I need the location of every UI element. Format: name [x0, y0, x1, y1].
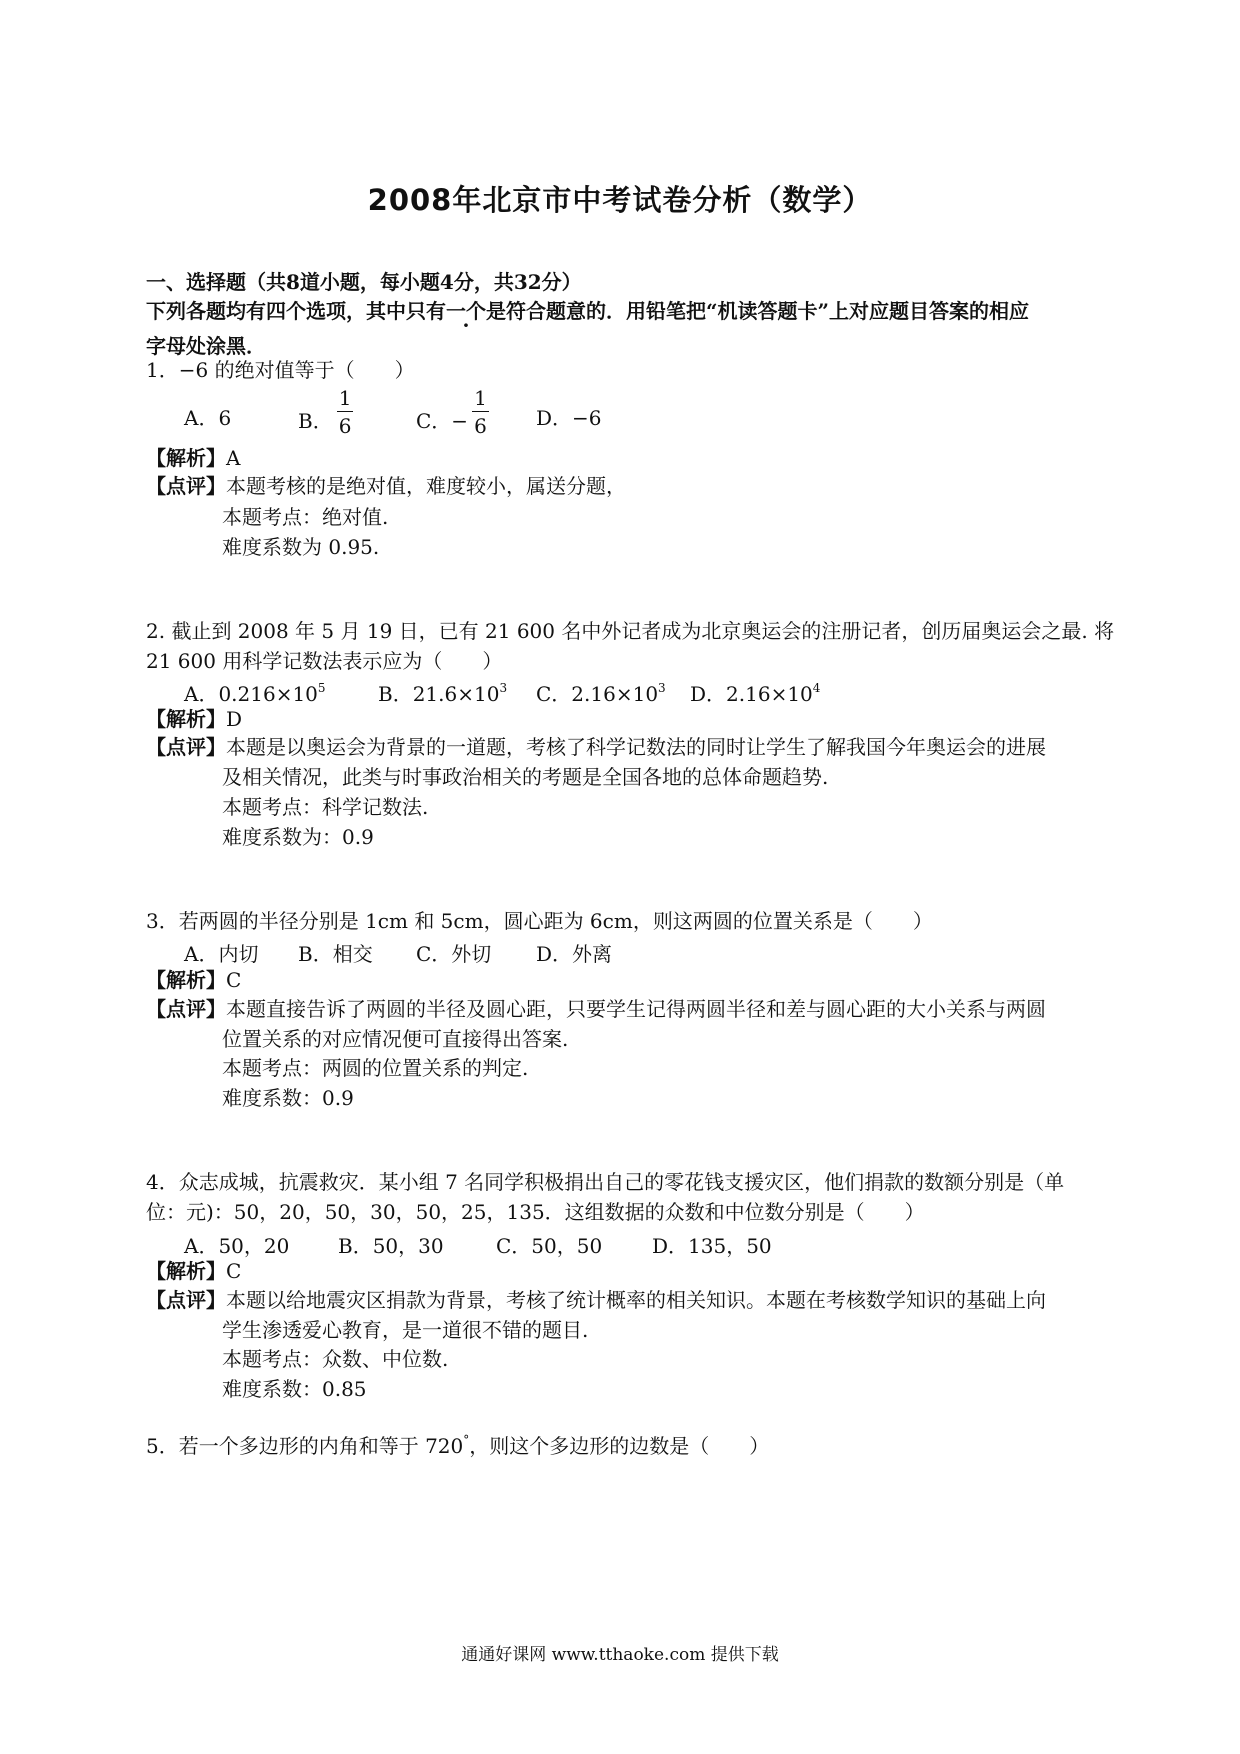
q1-stem: 1．−6 的绝对值等于（ ）: [146, 358, 415, 382]
q4-comment: 【点评】本题以给地震灾区捐款为背景，考核了统计概率的相关知识。本题在考核数学知识的基础上向: [146, 1288, 1046, 1312]
section-instruction: [146, 295, 1029, 324]
q1-comment-difficulty: 难度系数为 0.95.: [222, 535, 380, 559]
q1-analysis: 【解析】A: [146, 446, 241, 470]
q3-comment-line2: 位置关系的对应情况便可直接得出答案.: [222, 1027, 569, 1051]
q1-option-c: C．− $\frac{1}{6}$: [416, 386, 487, 438]
q3-option-c: C．外切: [416, 942, 492, 966]
q1-option-c-fraction: $\frac{1}{6}$: [474, 386, 487, 438]
q2-comment-difficulty: 难度系数为：0.9: [222, 825, 374, 849]
q4-option-a: A．50，20: [184, 1234, 290, 1258]
q4-comment-difficulty: 难度系数：0.85: [222, 1377, 367, 1401]
q3-comment-point: 本题考点：两圆的位置关系的判定.: [222, 1056, 529, 1080]
q2-comment-line2: 及相关情况，此类与时事政治相关的考题是全国各地的总体命题趋势.: [222, 765, 829, 789]
q2-option-c: C．$2.16\times 10^3$: [536, 681, 666, 706]
q2-stem-line1: 2. 截止到 2008 年 5 月 19 日，已有 21 600 名中外记者成为北京奥运会的注册记者，创历届奥运会之最. 将: [146, 619, 1115, 643]
q4-answer: C: [226, 1259, 242, 1283]
q2-comment: 【点评】本题是以奥运会为背景的一道题，考核了科学记数法的同时让学生了解我国今年奥运会的进展: [146, 735, 1046, 759]
q3-option-a: A．内切: [184, 942, 259, 966]
q2-comment-point: 本题考点：科学记数法.: [222, 795, 429, 819]
q4-option-c: C．50，50: [496, 1234, 603, 1258]
page-footer: 通通好课网 www.tthaoke.com 提供下载: [461, 1645, 779, 1665]
q4-comment-line2: 学生渗透爱心教育，是一道很不错的题目.: [222, 1318, 589, 1342]
q2-option-b: B．$21.6\times 10^3$: [378, 681, 508, 706]
q4-stem-line1: 4．众志成城，抗震救灾．某小组 7 名同学积极捐出自己的零花钱支援灾区，他们捐款的数额分别是（单: [146, 1170, 1065, 1194]
section-heading: 一、选择题（共8道小题，每小题4分，共32分）: [146, 270, 582, 294]
q1-answer: A: [226, 446, 241, 470]
q3-option-b: B．相交: [298, 942, 373, 966]
q1-comment: 【点评】本题考核的是绝对值，难度较小，属送分题，: [146, 474, 626, 498]
q3-answer: C: [226, 968, 242, 992]
q2-stem-line2: 21 600 用科学记数法表示应为（ ）: [146, 649, 503, 673]
q2-answer: D: [226, 707, 243, 731]
q2-option-d: D．$2.16\times 10^4$: [690, 681, 821, 706]
q1-option-a: A．6: [184, 406, 232, 430]
q2-option-a: A．$0.216\times 10^5$: [184, 681, 326, 706]
q4-option-b: B．50，30: [338, 1234, 444, 1258]
q4-comment-point: 本题考点：众数、中位数.: [222, 1347, 449, 1371]
q3-stem: 3．若两圆的半径分别是 1cm 和 5cm，圆心距为 6cm，则这两圆的位置关系是（ ）: [146, 909, 933, 933]
q3-option-d: D．外离: [536, 942, 613, 966]
q5-stem: 5．若一个多边形的内角和等于 720°，则这个多边形的边数是（ ）: [146, 1433, 770, 1458]
instruction-pre: 下列各题均有四个选项，其中只有: [146, 299, 446, 323]
q1-option-b-fraction: $\frac{1}{6}$: [338, 386, 352, 438]
page-title: 2008年北京市中考试卷分析（数学）: [367, 183, 873, 217]
q3-analysis: 【解析】C: [146, 968, 242, 992]
instruction-post: 是符合题意的．用铅笔把“机读答题卡”上对应题目答案的相应: [486, 299, 1030, 323]
instruction-dotted: 一个: [446, 299, 486, 323]
q1-comment-point: 本题考点：绝对值.: [222, 505, 389, 529]
q4-analysis: 【解析】C: [146, 1259, 242, 1283]
q3-comment-difficulty: 难度系数：0.9: [222, 1086, 354, 1110]
q4-option-d: D．135，50: [652, 1234, 772, 1258]
q1-option-d: D．−6: [536, 406, 602, 430]
q2-analysis: 【解析】D: [146, 707, 243, 731]
section-instruction-line2: 字母处涂黑．: [146, 334, 266, 358]
q1-option-b: B． $\frac{1}{6}$: [298, 386, 352, 438]
q4-stem-line2: 位：元)：50，20，50，30，50，25，135．这组数据的众数和中位数分别是（ ）: [146, 1200, 925, 1224]
q3-comment: 【点评】本题直接告诉了两圆的半径及圆心距，只要学生记得两圆半径和差与圆心距的大小关系与两圆: [146, 997, 1046, 1021]
